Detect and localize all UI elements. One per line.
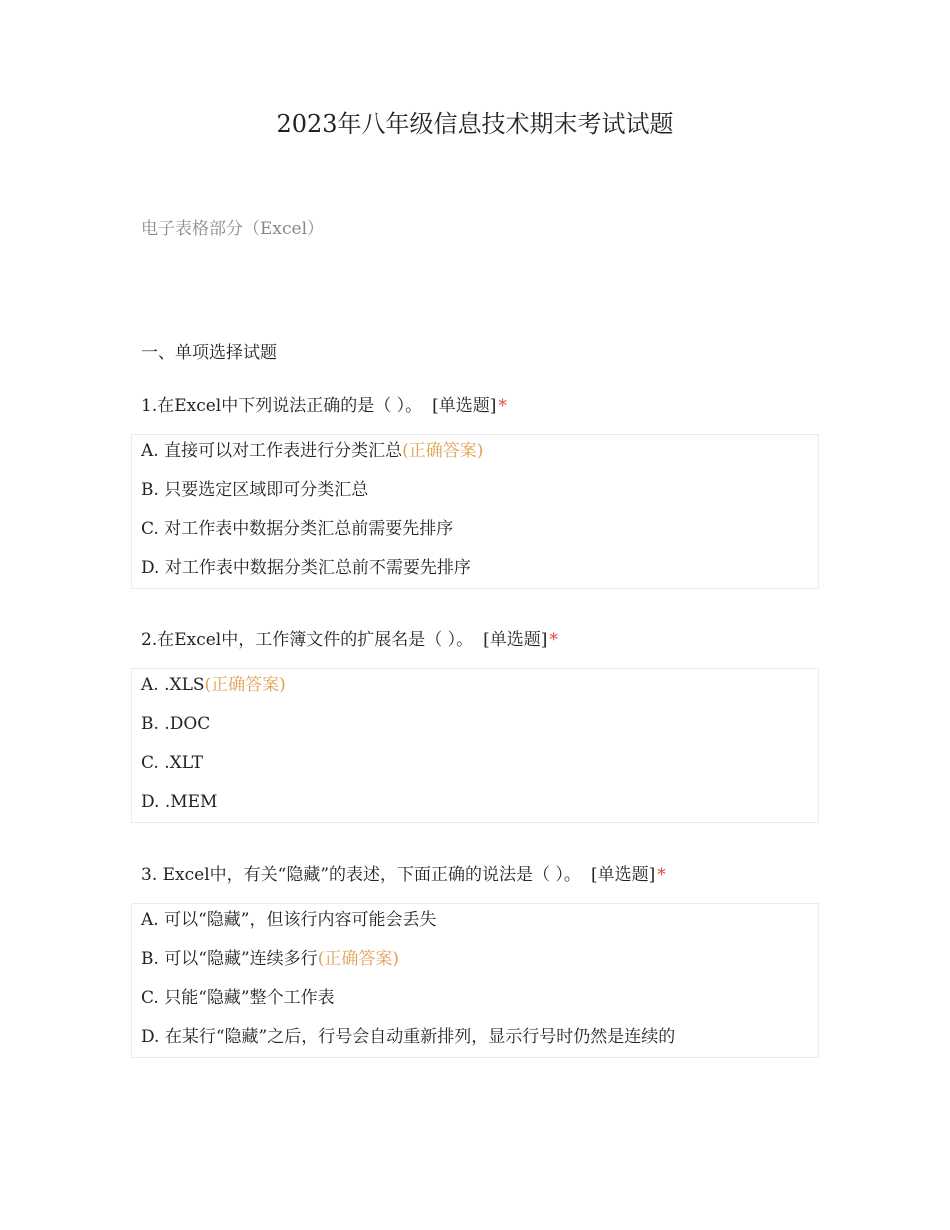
question-text: 1.在Excel中下列说法正确的是（ ）。	[141, 396, 423, 416]
option-text: B. .DOC	[141, 714, 211, 734]
required-star: *	[549, 630, 558, 650]
option-d	[132, 552, 818, 588]
question-type: [单选题]	[590, 865, 656, 885]
option-a	[132, 669, 818, 708]
correct-answer-mark: (正确答案)	[317, 949, 399, 969]
question-text: 2.在Excel中，工作簿文件的扩展名是（ ）。	[141, 630, 474, 650]
required-star: *	[657, 865, 666, 885]
option-d	[132, 1021, 818, 1057]
option-text: B. 可以“隐藏”连续多行	[141, 949, 318, 969]
option-text: D. 对工作表中数据分类汇总前不需要先排序	[141, 558, 471, 578]
options-list	[131, 668, 819, 823]
question-type: [单选题]	[432, 396, 497, 416]
option-text: D. .MEM	[141, 792, 218, 812]
question-stem	[131, 861, 819, 889]
option-text: A. .XLS	[141, 675, 205, 695]
question-2	[131, 626, 819, 823]
option-text: A. 直接可以对工作表进行分类汇总	[141, 441, 403, 461]
question-type: [单选题]	[483, 630, 548, 650]
part-heading: 一、单项选择试题	[141, 343, 277, 363]
option-text: C. 对工作表中数据分类汇总前需要先排序	[141, 519, 454, 539]
option-c	[132, 513, 818, 552]
question-stem	[131, 626, 819, 654]
option-b	[132, 474, 818, 513]
option-c	[132, 982, 818, 1021]
correct-answer-mark: (正确答案)	[204, 675, 286, 695]
option-d	[132, 786, 818, 822]
page-title: 2023年八年级信息技术期末考试试题	[276, 110, 674, 138]
option-a	[132, 904, 818, 943]
option-text: D. 在某行“隐藏”之后，行号会自动重新排列，显示行号时仍然是连续的	[141, 1027, 676, 1047]
option-text: C. .XLT	[141, 753, 203, 773]
option-b	[132, 943, 818, 982]
section-label: 电子表格部分（Excel）	[141, 219, 325, 239]
options-list	[131, 903, 819, 1058]
question-text: 3. Excel中，有关“隐藏”的表述，下面正确的说法是（ ）。	[141, 865, 581, 885]
option-text: B. 只要选定区域即可分类汇总	[141, 480, 369, 500]
option-text: C. 只能“隐藏”整个工作表	[141, 988, 335, 1008]
options-list	[131, 434, 819, 589]
required-star: *	[498, 396, 507, 416]
option-a	[132, 435, 818, 474]
option-text: A. 可以“隐藏”，但该行内容可能会丢失	[141, 910, 437, 930]
correct-answer-mark: (正确答案)	[402, 441, 484, 461]
question-1	[131, 392, 819, 589]
question-stem	[131, 392, 819, 420]
option-b	[132, 708, 818, 747]
question-3	[131, 861, 819, 1058]
option-c	[132, 747, 818, 786]
